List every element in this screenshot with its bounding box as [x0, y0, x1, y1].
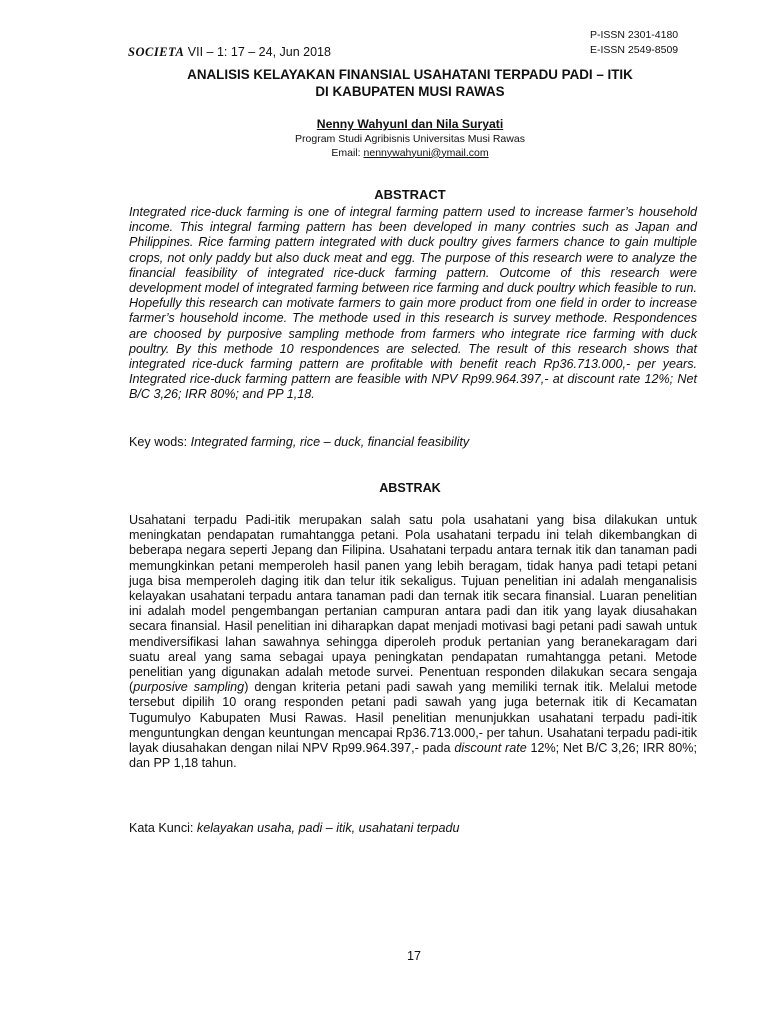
email-line: [110, 147, 710, 161]
abstrak-heading: ABSTRAK: [379, 481, 441, 495]
volume-info: VII – 1: 17 – 24, Jun 2018: [187, 45, 331, 59]
journal-header: [128, 45, 331, 60]
p-issn: P-ISSN 2301-4180: [590, 29, 679, 41]
paper-title: [110, 66, 710, 100]
abstrak-part-2: ) dengan kriteria petani padi sawah yang memiliki ternak itik. Melalui metode tersebut dipilih 10 orang responden petani padi sawah yang juga beternak itik di Kecamatan Tugumulyo Kabupaten Musi Rawas. Hasil penelitian menunjukkan usahatani terpadu padi-itik menguntungkan dengan keuntungan mencapai Rp36.713.000,- per tahun. Usahatani terpadu padi-itik layak diusahakan dengan nilai NPV Rp99.964.397,- pada: [129, 680, 697, 756]
affiliation-block: [110, 133, 710, 160]
title-line-2: DI KABUPATEN MUSI RAWAS: [315, 84, 505, 99]
abstrak-keywords: [129, 821, 709, 836]
abstract-text: Integrated rice-duck farming is one of integral farming pattern used to increase farmer’s household income. This integral farming pattern has been developed in many contries such as Japan and Philippines. Rice farming pattern integrated with duck poultry gives farmers chance to gain multiple crops, not only paddy but also duck meat and egg. The purpose of this research were to analyze the financial feasibility of integrated rice-duck farming pattern. Outcome of this research were development model of integrated farming between rice farming and duck poultry which feasible to run. Hopefully this research can motivate farmers to gain more product from one field in order to increase farmer’s household income. The methode used in this research is survey methode. Respondences are choosed by purposive sampling methode from farmers who integrate rice farming with duck poultry. By this methode 10 respondences are selected. The result of this research shows that integrated rice-duck farming pattern are profitable with benefit reach Rp36.713.000,- per years. Integrated rice-duck farming pattern are feasible with NPV Rp99.964.397,- at discount rate 12%; Net B/C 3,26; IRR 80%; and PP 1,18.: [129, 205, 697, 402]
email-label: Email:: [331, 146, 361, 159]
abstrak-term-discount: discount rate: [454, 741, 527, 756]
email-link[interactable]: nennywahyuni@ymail.com: [363, 146, 489, 159]
keywords-label: Key wods:: [129, 435, 188, 449]
journal-name: SOCIETA: [128, 45, 185, 59]
title-line-1: ANALISIS KELAYAKAN FINANSIAL USAHATANI TERPADU PADI – ITIK: [187, 67, 633, 82]
abstrak-part-3: 12%; Net B/C 3,26; IRR 80%; dan PP 1,18 tahun.: [129, 741, 697, 771]
abstrak-term-purposive: purposive sampling: [133, 680, 245, 695]
keywords: Integrated farming, rice – duck, financial feasibility: [190, 435, 470, 449]
abstract-heading: ABSTRACT: [374, 187, 446, 202]
abstrak-part-1: Usahatani terpadu Padi-itik merupakan salah satu pola usahatani yang bisa dilakukan untuk meningkatan pendapatan rumahtangga petani. Pola usahatani terpadu ini telah dikembangkan di beberapa negara seperti Jepang dan Filipina. Usahatani terpadu antara ternak itik dan tanaman padi memungkinkan petani memperoleh hasil panen yang lebih beragam, tidak hanya padi tetapi petani juga bisa memperoleh daging itik dan telur itik sekaligus. Tujuan penelitian ini adalah menganalisis kelayakan usahatani terpadu antara tanaman padi dan ternak itik secara finansial. Luaran penelitian ini adalah model pengembangan pertanian campuran antara padi dan itik yang layak diusahakan secara finansial. Hasil penelitian ini diharapkan dapat menjadi motivasi bagi petani padi sawah untuk mendiversifikasi lahan sawahnya sehingga diperoleh produk pertanian yang beranekaragam dari suatu areal yang sama sebagai upaya peningkatan pendapatan rumahtangga petani. Metode penelitian yang digunakan adalah metode survei. Penentuan responden dilakukan secara sengaja (: [129, 513, 697, 695]
authors: Nenny WahyunI dan Nila Suryati: [316, 117, 504, 131]
page-number: 17: [406, 949, 421, 963]
kata-kunci: kelayakan usaha, padi – itik, usahatani terpadu: [196, 821, 460, 835]
abstrak-text: [129, 513, 697, 771]
abstract-keywords: [129, 435, 709, 450]
affiliation: Program Studi Agribisnis Universitas Musi Rawas: [295, 133, 525, 145]
kata-kunci-label: Kata Kunci:: [129, 821, 194, 835]
e-issn: E-ISSN 2549-8509: [590, 44, 679, 56]
